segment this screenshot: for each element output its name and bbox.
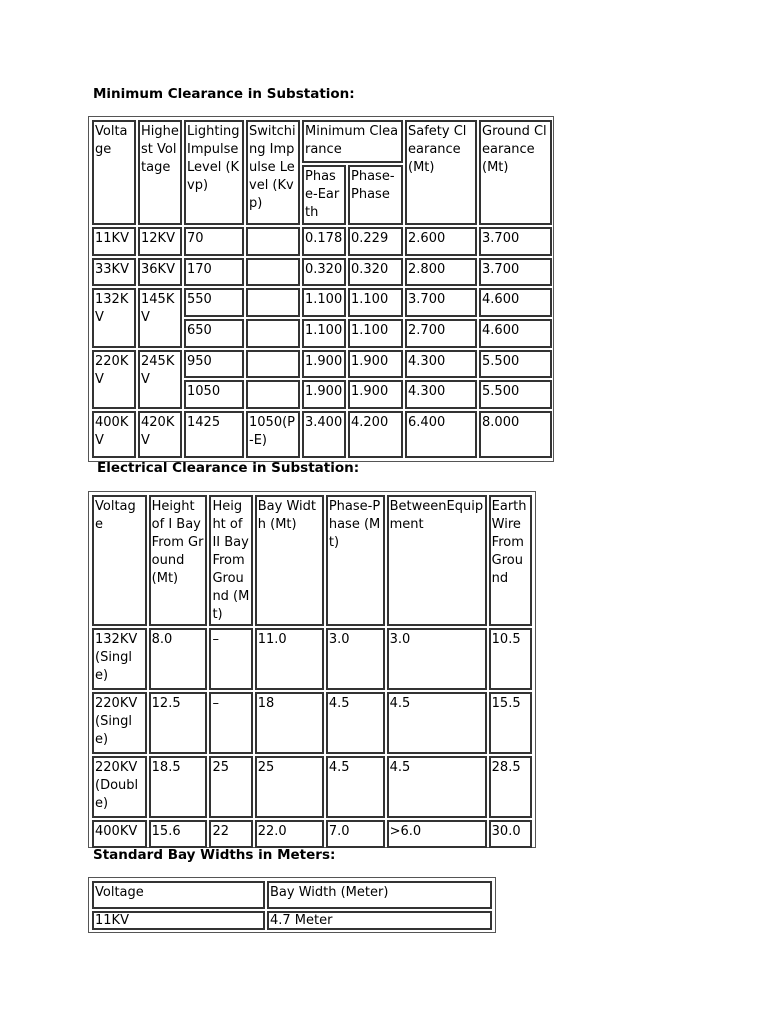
header-phase-phase: Phase-Phase <box>348 165 403 225</box>
table-row <box>92 692 532 754</box>
cell-lightning: 950 <box>184 350 244 379</box>
cell-phase-phase: 7.0 <box>326 820 385 848</box>
table-row <box>92 288 552 317</box>
header-minimum-clearance: Minimum Clearance <box>302 120 403 163</box>
cell-switching <box>246 258 300 287</box>
header-switching-impulse: Switching Impulse Level (Kvp) <box>246 120 300 225</box>
header-voltage: Voltage <box>92 120 136 225</box>
header-height-i-bay: Height of I Bay From Ground (Mt) <box>149 495 208 626</box>
cell-highest: 12KV <box>138 227 182 256</box>
cell-lightning: 550 <box>184 288 244 317</box>
cell-phase-phase: 4.5 <box>326 756 385 818</box>
cell-between-equipment: 4.5 <box>387 692 487 754</box>
cell-phase-phase: 1.900 <box>348 350 403 379</box>
cell-phase-earth: 1.100 <box>302 288 346 317</box>
cell-voltage: 400KV <box>92 820 147 848</box>
cell-lightning: 650 <box>184 319 244 348</box>
cell-bay-width: 4.7 Meter <box>267 911 492 930</box>
cell-ground: 3.700 <box>479 227 552 256</box>
table-row <box>92 756 532 818</box>
cell-safety: 4.300 <box>405 380 477 409</box>
cell-height-i: 8.0 <box>149 628 208 690</box>
cell-lightning: 170 <box>184 258 244 287</box>
cell-phase-earth: 1.900 <box>302 350 346 379</box>
cell-voltage: 33KV <box>92 258 136 287</box>
cell-highest: 36KV <box>138 258 182 287</box>
cell-phase-phase: 0.320 <box>348 258 403 287</box>
cell-phase-phase: 1.900 <box>348 380 403 409</box>
header-lighting-impulse: Lighting Impulse Level (Kvp) <box>184 120 244 225</box>
cell-height-ii: – <box>209 692 252 754</box>
cell-phase-earth: 1.100 <box>302 319 346 348</box>
cell-switching <box>246 350 300 379</box>
cell-voltage: 400KV <box>92 411 136 458</box>
cell-safety: 6.400 <box>405 411 477 458</box>
cell-height-ii: 25 <box>209 756 252 818</box>
cell-earth-wire: 10.5 <box>489 628 532 690</box>
bay-widths-heading: Standard Bay Widths in Meters: <box>93 847 336 863</box>
cell-voltage: 11KV <box>92 911 265 930</box>
cell-voltage: 132KV <box>92 288 136 347</box>
cell-safety: 2.700 <box>405 319 477 348</box>
cell-phase-phase: 4.200 <box>348 411 403 458</box>
cell-lightning: 70 <box>184 227 244 256</box>
table-row <box>92 820 532 848</box>
cell-voltage: 132KV (Single) <box>92 628 147 690</box>
header-height-ii-bay: Height of II Bay From Ground (Mt) <box>209 495 252 626</box>
cell-bay-width: 11.0 <box>255 628 324 690</box>
cell-switching <box>246 288 300 317</box>
cell-phase-earth: 3.400 <box>302 411 346 458</box>
electrical-clearance-table <box>88 491 536 848</box>
header-voltage: Voltage <box>92 495 147 626</box>
cell-height-ii: – <box>209 628 252 690</box>
cell-height-i: 18.5 <box>149 756 208 818</box>
cell-lightning: 1050 <box>184 380 244 409</box>
cell-height-i: 15.6 <box>149 820 208 848</box>
cell-height-ii: 22 <box>209 820 252 848</box>
cell-earth-wire: 28.5 <box>489 756 532 818</box>
cell-switching: 1050(P-E) <box>246 411 300 458</box>
header-bay-width: Bay Width (Mt) <box>255 495 324 626</box>
cell-safety: 3.700 <box>405 288 477 317</box>
cell-ground: 3.700 <box>479 258 552 287</box>
cell-highest: 245KV <box>138 350 182 409</box>
cell-safety: 2.800 <box>405 258 477 287</box>
cell-highest: 145KV <box>138 288 182 347</box>
cell-between-equipment: >6.0 <box>387 820 487 848</box>
cell-phase-earth: 0.320 <box>302 258 346 287</box>
table-row <box>92 350 552 379</box>
bay-widths-table <box>88 877 496 933</box>
cell-lightning: 1425 <box>184 411 244 458</box>
cell-voltage: 11KV <box>92 227 136 256</box>
header-voltage: Voltage <box>92 881 265 909</box>
cell-ground: 8.000 <box>479 411 552 458</box>
table-row <box>92 258 552 287</box>
cell-safety: 2.600 <box>405 227 477 256</box>
cell-phase-phase: 3.0 <box>326 628 385 690</box>
cell-switching <box>246 380 300 409</box>
minimum-clearance-table <box>88 116 554 462</box>
cell-phase-earth: 0.178 <box>302 227 346 256</box>
cell-voltage: 220KV (Single) <box>92 692 147 754</box>
cell-phase-phase: 1.100 <box>348 319 403 348</box>
cell-earth-wire: 15.5 <box>489 692 532 754</box>
cell-safety: 4.300 <box>405 350 477 379</box>
minimum-clearance-heading: Minimum Clearance in Substation: <box>93 86 355 102</box>
header-earth-wire: Earth Wire From Ground <box>489 495 532 626</box>
table-row <box>92 227 552 256</box>
cell-earth-wire: 30.0 <box>489 820 532 848</box>
cell-bay-width: 18 <box>255 692 324 754</box>
cell-ground: 5.500 <box>479 380 552 409</box>
cell-switching <box>246 319 300 348</box>
cell-phase-phase: 1.100 <box>348 288 403 317</box>
cell-voltage: 220KV <box>92 350 136 409</box>
header-phase-earth: Phase-Earth <box>302 165 346 225</box>
header-between-equipment: BetweenEquipment <box>387 495 487 626</box>
table-row <box>92 628 532 690</box>
cell-voltage: 220KV (Double) <box>92 756 147 818</box>
table-row <box>92 411 552 458</box>
cell-bay-width: 22.0 <box>255 820 324 848</box>
electrical-clearance-heading: Electrical Clearance in Substation: <box>97 460 360 476</box>
table-row <box>92 911 492 930</box>
header-phase-phase: Phase-Phase (Mt) <box>326 495 385 626</box>
header-ground-clearance: Ground Clearance (Mt) <box>479 120 552 225</box>
cell-between-equipment: 4.5 <box>387 756 487 818</box>
cell-highest: 420KV <box>138 411 182 458</box>
header-safety-clearance: Safety Clearance (Mt) <box>405 120 477 225</box>
cell-between-equipment: 3.0 <box>387 628 487 690</box>
cell-switching <box>246 227 300 256</box>
cell-bay-width: 25 <box>255 756 324 818</box>
cell-ground: 4.600 <box>479 288 552 317</box>
cell-height-i: 12.5 <box>149 692 208 754</box>
header-bay-width: Bay Width (Meter) <box>267 881 492 909</box>
cell-phase-earth: 1.900 <box>302 380 346 409</box>
cell-ground: 5.500 <box>479 350 552 379</box>
cell-ground: 4.600 <box>479 319 552 348</box>
cell-phase-phase: 4.5 <box>326 692 385 754</box>
header-highest-voltage: Highest Voltage <box>138 120 182 225</box>
cell-phase-phase: 0.229 <box>348 227 403 256</box>
